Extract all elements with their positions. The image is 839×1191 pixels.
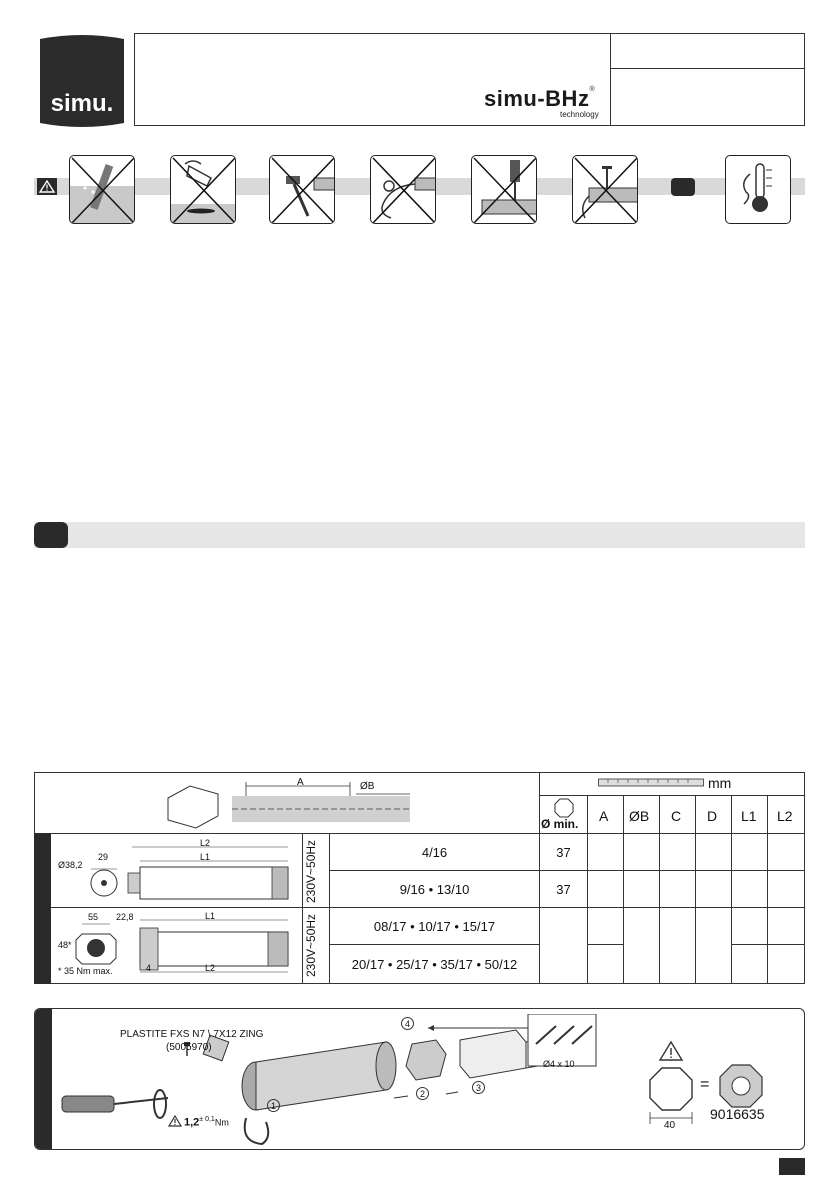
ruler-icon	[598, 778, 704, 788]
dim-48: 48*	[58, 940, 72, 950]
torque-note: * 35 Nm max.	[58, 966, 113, 976]
unit-label: mm	[708, 775, 732, 791]
simu-logo	[36, 33, 128, 129]
dim-diameter-1: Ø38,2	[58, 860, 83, 870]
torque-unit: Nm	[214, 1117, 229, 1128]
step-4-badge: 4	[401, 1017, 414, 1030]
col-l1: L1	[741, 808, 757, 824]
voltage-row-1: 230V~50Hz	[304, 839, 318, 903]
step-2-badge: 2	[416, 1087, 429, 1100]
dim-4: 4	[146, 963, 152, 973]
section-number-badge	[34, 522, 68, 548]
brand-name: simu-BHz	[484, 86, 590, 111]
dim-40: 40	[664, 1120, 676, 1131]
page-number-tab	[779, 1158, 805, 1175]
brand-logo	[484, 86, 595, 112]
models-row-2b: 20/17 • 25/17 • 35/17 • 50/12	[351, 957, 518, 972]
dim-22-8: 22,8	[116, 912, 134, 922]
no-cut-cable-icon	[370, 155, 436, 224]
step-1-badge: 1	[267, 1099, 280, 1112]
col-d: D	[707, 808, 718, 824]
adapter-ring-icon	[718, 1063, 764, 1109]
no-drop-icon	[170, 155, 236, 224]
section-marker	[671, 178, 695, 196]
rivet-size: Ø4 x 10	[543, 1059, 575, 1069]
equals-sign: =	[700, 1076, 710, 1093]
torque-tolerance: ± 0,1	[199, 1116, 215, 1123]
dim-l2-1: L2	[200, 838, 211, 848]
models-row-1b: 9/16 • 13/10	[399, 882, 470, 897]
step-3-badge: 3	[472, 1081, 485, 1094]
dim-29-1: 29	[98, 852, 109, 862]
screw-label: PLASTITE FXS N7 \ 7X12 ZING	[120, 1029, 264, 1040]
panel-strip	[35, 1009, 52, 1150]
row-group-strip	[34, 833, 51, 984]
part-reference: 9016635	[710, 1106, 765, 1122]
col-c: C	[671, 808, 682, 824]
min-row-1b: 37	[556, 882, 571, 897]
no-hammer-icon	[269, 155, 335, 224]
header-cell-line	[610, 68, 805, 69]
octagon-tube-icon	[553, 797, 575, 819]
torque-warning-icon	[168, 1115, 182, 1127]
octagon-warning-drawing	[646, 1040, 696, 1132]
dim-l1-1: L1	[200, 852, 211, 862]
dim-l1-2: L1	[205, 911, 216, 921]
col-b: ØB	[629, 808, 650, 824]
col-min-label: Ø min.	[541, 817, 579, 831]
screw-ref: (5005970)	[166, 1042, 212, 1053]
min-row-1a: 37	[556, 845, 571, 860]
logo-text: simu.	[50, 90, 114, 117]
col-l2: L2	[777, 808, 793, 824]
motor-drawing-1	[56, 837, 300, 905]
dim-b-label: ØB	[360, 781, 375, 792]
header-divider	[610, 33, 611, 126]
thermometer-icon	[725, 155, 791, 224]
brand-sub: technology	[560, 110, 599, 119]
models-row-2a: 08/17 • 10/17 • 15/17	[373, 919, 496, 934]
no-immersion-icon	[69, 155, 135, 224]
brand-registered: ®	[589, 86, 596, 93]
dim-a-label: A	[297, 777, 304, 788]
no-drill-icon	[471, 155, 537, 224]
col-a: A	[599, 808, 609, 824]
models-row-1a: 4/16	[421, 845, 448, 860]
dim-55: 55	[88, 912, 99, 922]
section-bar	[34, 522, 805, 548]
dim-l2-2: L2	[205, 963, 216, 973]
voltage-row-2: 230V~50Hz	[304, 913, 318, 977]
torque-value	[184, 1116, 229, 1129]
warning-icon	[37, 178, 57, 195]
header-frame	[134, 33, 805, 126]
no-screw-icon	[572, 155, 638, 224]
torque-number: 1,2	[184, 1116, 200, 1129]
